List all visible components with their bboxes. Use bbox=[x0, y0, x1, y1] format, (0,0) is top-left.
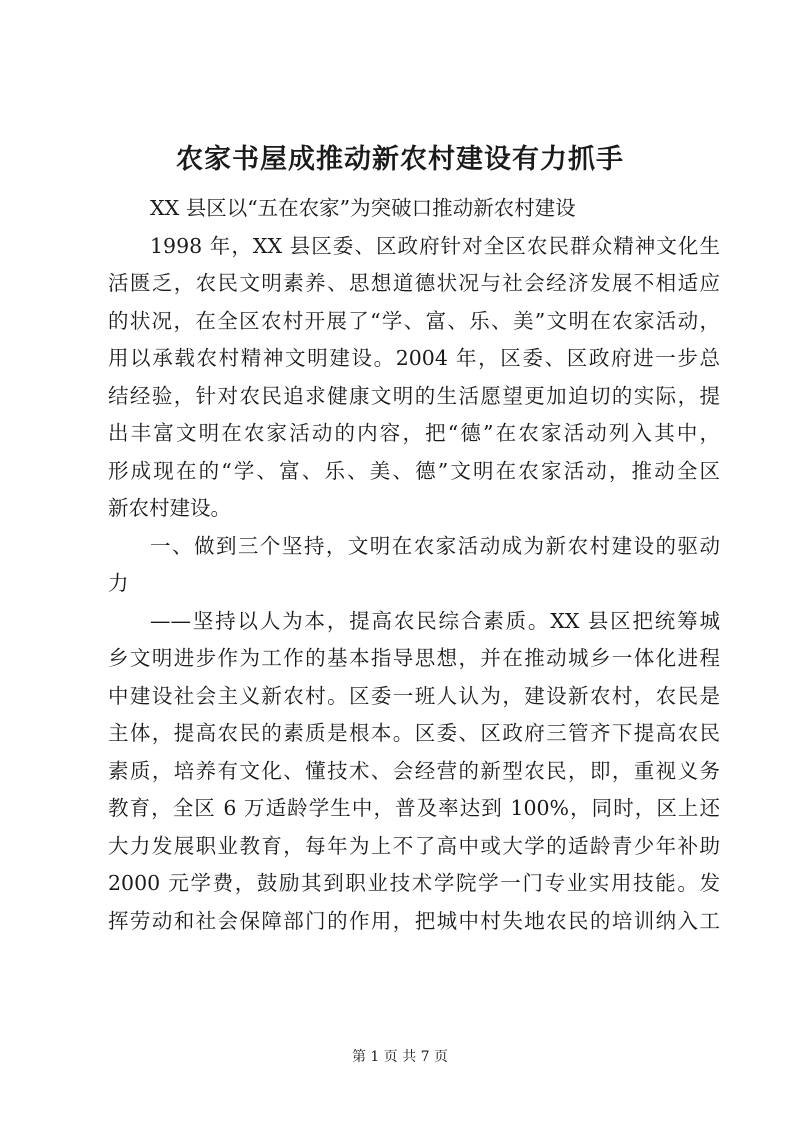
paragraph-line: 的状况，在全区农村开展了“学、富、乐、美”文明在农家活动， bbox=[108, 308, 720, 333]
paragraph-line: 中建设社会主义新农村。区委一班人认为，建设新农村，农民是 bbox=[108, 683, 720, 708]
paragraph-line: 新农村建设。 bbox=[108, 496, 231, 520]
section-heading-line: 力 bbox=[108, 571, 129, 595]
paragraph-line: 教育，全区 6 万适龄学生中，普及率达到 100%，同时，区上还 bbox=[108, 796, 720, 820]
paragraph-line: 主体，提高农民的素质是根本。区委、区政府三管齐下提高农民 bbox=[108, 721, 720, 745]
paragraph-line: 活匮乏，农民文明素养、思想道德状况与社会经济发展不相适应 bbox=[108, 271, 720, 295]
paragraph-line: 大力发展职业教育，每年为上不了高中或大学的适龄青少年补助 bbox=[108, 833, 720, 858]
paragraph-line: 2000 元学费，鼓励其到职业技术学院学一门专业实用技能。发 bbox=[108, 871, 720, 895]
paragraph-line: 形成现在的“学、富、乐、美、德”文明在农家活动，推动全区 bbox=[108, 458, 720, 483]
paragraph-line: 1998 年，XX 县区委、区政府针对全区农民群众精神文化生 bbox=[150, 233, 720, 258]
paragraph-line: 结经验，针对农民追求健康文明的生活愿望更加迫切的实际，提 bbox=[108, 383, 720, 408]
document-title: 农家书屋成推动新农村建设有力抓手 bbox=[176, 144, 624, 175]
page-number-footer: 第 1 页 共 7 页 bbox=[351, 1049, 449, 1065]
paragraph-line: 出丰富文明在农家活动的内容，把“德”在农家活动列入其中， bbox=[108, 421, 720, 445]
subtitle-line: XX 县区以“五在农家”为突破口推动新农村建设 bbox=[150, 196, 576, 220]
paragraph-line: 素质，培养有文化、懂技术、会经营的新型农民，即，重视义务 bbox=[108, 758, 720, 783]
section-heading-line: 一、做到三个坚持，文明在农家活动成为新农村建设的驱动 bbox=[150, 533, 720, 558]
paragraph-line: 挥劳动和社会保障部门的作用，把城中村失地农民的培训纳入工 bbox=[108, 908, 720, 933]
paragraph-line: 用以承载农村精神文明建设。2004 年，区委、区政府进一步总 bbox=[108, 346, 720, 370]
paragraph-line: ——坚持以人为本，提高农民综合素质。XX 县区把统筹城 bbox=[150, 608, 720, 633]
document-body bbox=[108, 190, 720, 940]
paragraph-line: 乡文明进步作为工作的基本指导思想，并在推动城乡一体化进程 bbox=[108, 646, 720, 670]
